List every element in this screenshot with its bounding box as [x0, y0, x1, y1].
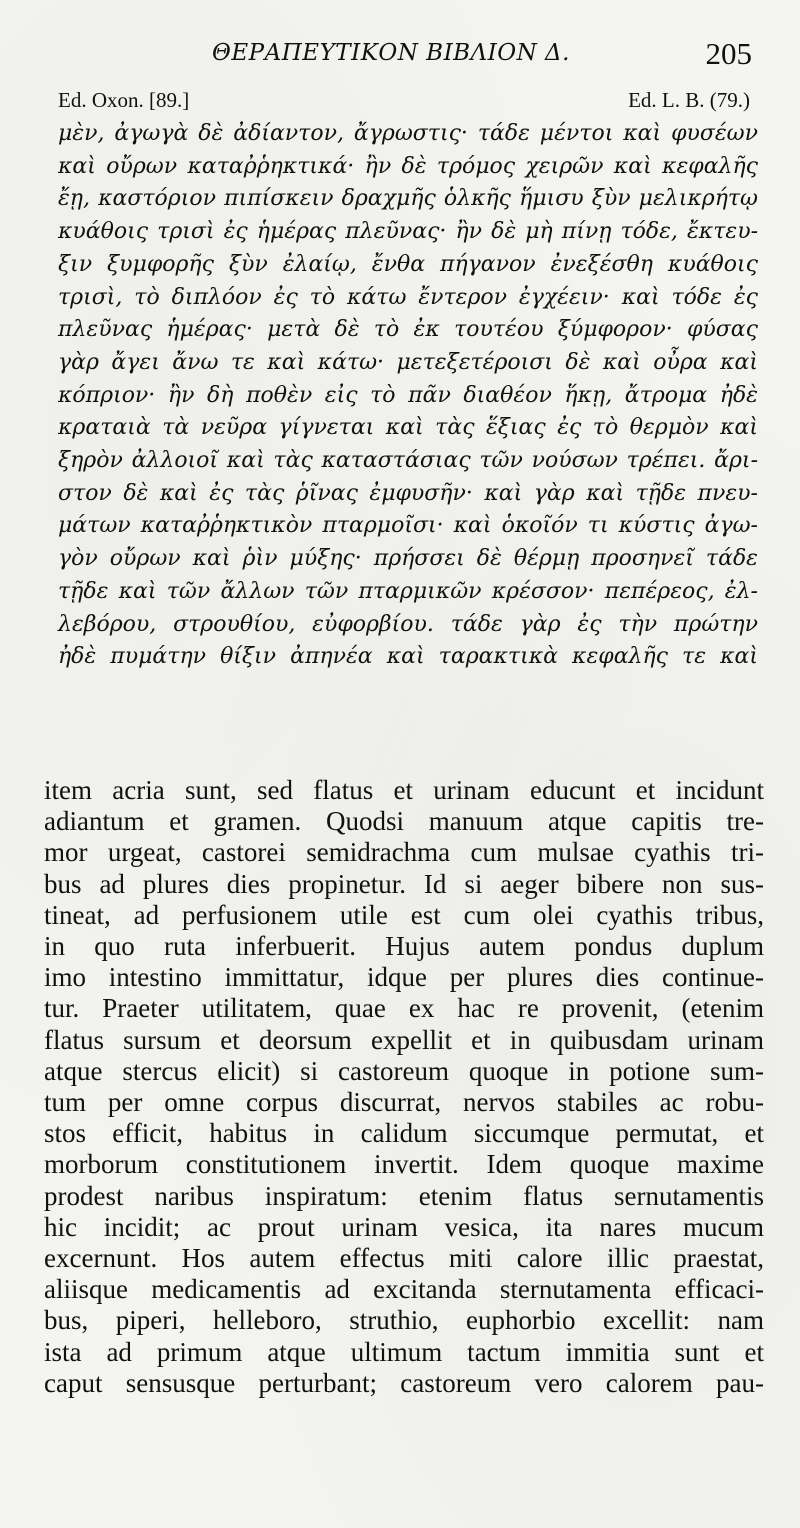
latin-line: atque stercus elicit) si castoreum quoque in potione sum- — [44, 1055, 764, 1086]
greek-line: ἠδὲ πυμάτην θίξιν ἀπηνέα καὶ ταρακτικὰ κεφαλῆς τε καὶ — [58, 644, 758, 670]
greek-line: μὲν, ἀγωγὰ δὲ ἀδίαντον, ἄγρωστις· τάδε μέντοι καὶ φυσέων — [58, 121, 758, 146]
latin-line: aliisque medicamentis ad excitanda sternutamenta efficaci- — [44, 1274, 764, 1305]
edition-oxford-reference: Ed. Oxon. [89.] — [58, 88, 190, 112]
greek-line: καὶ οὔρων καταῤῥηκτικά· ἢν δὲ τρόμος χειρῶν καὶ κεφαλῆς — [58, 153, 758, 179]
greek-line: γὸν οὔρων καὶ ῥὶν μύξης· πρήσσει δὲ θέρμῃ προσηνεῖ τάδε — [58, 546, 758, 572]
page-number: 205 — [705, 36, 752, 71]
edition-leipzig-reference: Ed. L. B. (79.) — [628, 88, 750, 112]
greek-line: ξηρὸν ἀλλοιοῖ καὶ τὰς καταστάσιας τῶν νούσων τρέπει. ἄρι- — [58, 448, 758, 474]
latin-line: morborum constitutionem invertit. Idem quoque maxime — [44, 1149, 764, 1180]
greek-line: ἔῃ, καστόριον πιπίσκειν δραχμῆς ὁλκῆς ἥμισυ ξὺν μελικρήτῳ — [58, 186, 758, 212]
running-title: ΘΕΡΑΠΕΥΤΙΚΟΝ ΒΙΒΛΙΟΝ Δ. — [212, 40, 570, 66]
greek-line: κραταιὰ τὰ νεῦρα γίγνεται καὶ τὰς ἕξιας ἐς τὸ θερμὸν καὶ — [58, 415, 758, 441]
greek-line: πλεῦνας ἡμέρας· μετὰ δὲ τὸ ἐκ τουτέου ξύμφορον· φύσας — [58, 317, 758, 343]
latin-line: bus, piperi, helleboro, struthio, euphorbio excellit: nam — [44, 1305, 764, 1336]
latin-translation-block — [44, 775, 764, 1399]
latin-line: excernunt. Hos autem effectus miti calore illic praestat, — [44, 1243, 764, 1274]
greek-line: κόπριον· ἢν δὴ ποθὲν εἰς τὸ πᾶν διαθέον ἥκῃ, ἄτρομα ἠδὲ — [58, 382, 758, 408]
latin-line: flatus sursum et deorsum expellit et in quibusdam urinam — [44, 1024, 764, 1055]
latin-line: tum per omne corpus discurrat, nervos stabiles ac robu- — [44, 1087, 764, 1118]
greek-line: τρισὶ, τὸ διπλόον ἐς τὸ κάτω ἔντερον ἐγχέειν· καὶ τόδε ἐς — [58, 284, 758, 310]
greek-line: τῇδε καὶ τῶν ἄλλων τῶν πταρμικῶν κρέσσον· πεπέρεος, ἐλ- — [58, 578, 758, 604]
greek-line: ξιν ξυμφορῆς ξὺν ἐλαίῳ, ἔνθα πήγανον ἐνεξέσθη κυάθοις — [58, 251, 758, 277]
latin-line: tur. Praeter utilitatem, quae ex hac re provenit, (etenim — [44, 993, 764, 1024]
edition-references — [58, 88, 750, 118]
greek-line: λεβόρου, στρουθίου, εὐφορβίου. τάδε γὰρ ἐς τὴν πρώτην — [58, 611, 758, 637]
greek-text-block — [58, 118, 758, 674]
latin-line: tineat, ad perfusionem utile est cum olei cyathis tribus, — [44, 899, 764, 930]
greek-line: γὰρ ἄγει ἄνω τε καὶ κάτω· μετεξετέροισι δὲ καὶ οὖρα καὶ — [58, 349, 758, 375]
greek-line: στον δὲ καὶ ἐς τὰς ῥῖνας ἐμφυσῆν· καὶ γὰρ καὶ τῇδε πνευ- — [58, 480, 758, 506]
latin-line: bus ad plures dies propinetur. Id si aeger bibere non sus- — [44, 868, 764, 899]
latin-line: stos efficit, habitus in calidum siccumque permutat, et — [44, 1118, 764, 1149]
latin-line: caput sensusque perturbant; castoreum vero calorem pau- — [44, 1367, 764, 1398]
greek-line: μάτων καταῤῥηκτικὸν πταρμοῖσι· καὶ ὁκοῖόν τι κύστις ἀγω- — [58, 513, 758, 539]
greek-line: κυάθοις τρισὶ ἐς ἡμέρας πλεῦνας· ἢν δὲ μὴ πίνῃ τόδε, ἔκτευ- — [58, 219, 758, 245]
latin-line: in quo ruta inferbuerit. Hujus autem pondus duplum — [44, 931, 764, 962]
latin-line: ista ad primum atque ultimum tactum immitia sunt et — [44, 1336, 764, 1367]
latin-line: adiantum et gramen. Quodsi manuum atque capitis tre- — [44, 806, 764, 837]
latin-line: item acria sunt, sed flatus et urinam educunt et incidunt — [44, 775, 764, 805]
latin-line: mor urgeat, castorei semidrachma cum mulsae cyathis tri- — [44, 837, 764, 868]
latin-line: imo intestino immittatur, idque per plures dies continue- — [44, 962, 764, 993]
latin-line: hic incidit; ac prout urinam vesica, ita nares mucum — [44, 1211, 764, 1242]
latin-line: prodest naribus inspiratum: etenim flatus sernutamentis — [44, 1180, 764, 1211]
running-head — [0, 34, 800, 74]
